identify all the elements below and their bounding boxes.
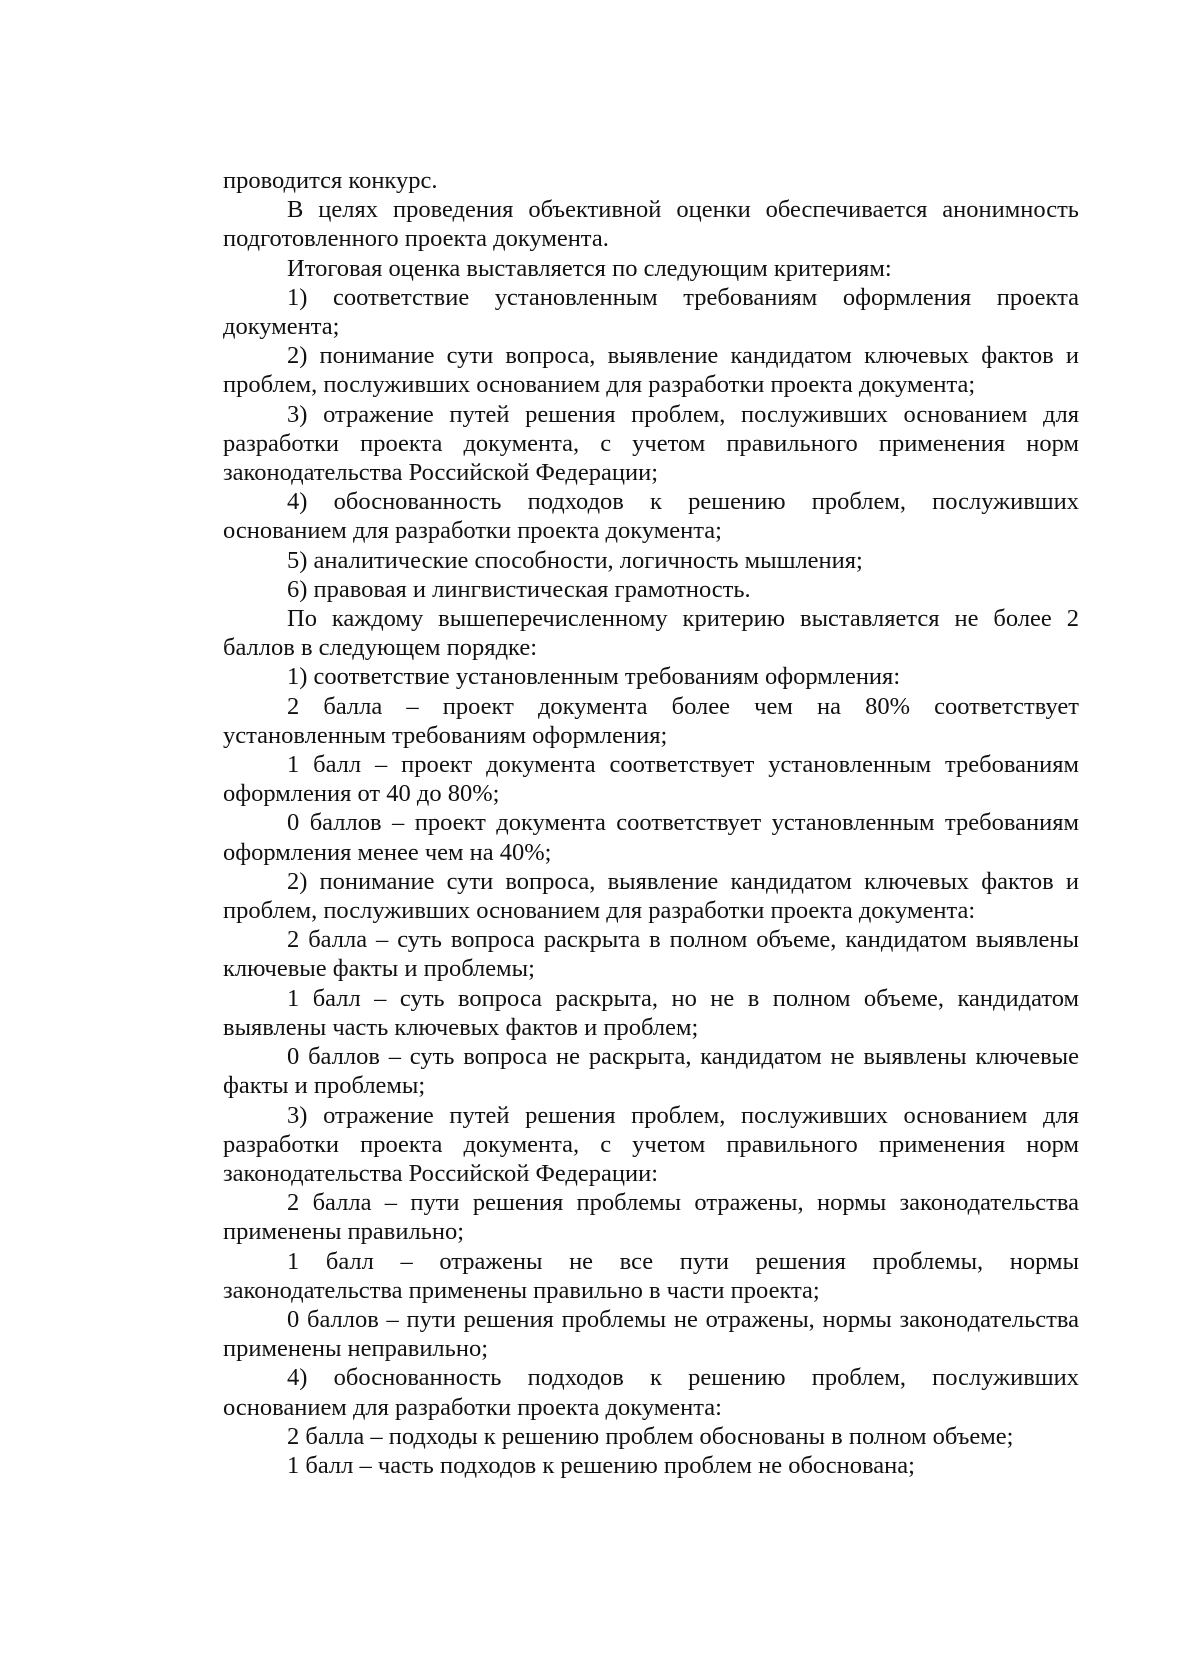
criterion-5: 5) аналитические способности, логичность мышления; — [287, 546, 863, 574]
criterion-4: 4) обоснованность подходов к решению проблем, послуживших основанием для разработки проекта документа; — [223, 488, 1079, 545]
criterion-1: 1) соответствие установленным требованиям оформления проекта документа; — [223, 283, 1079, 341]
paragraph-scoring-intro: По каждому вышеперечисленному критерию выставляется не более 2 баллов в следующем порядке: — [223, 605, 1079, 662]
scoring-criterion-3-score-0: 0 баллов – пути решения проблемы не отражены, нормы законодательства применены неправильно; — [223, 1305, 1079, 1363]
paragraph-criteria-intro: Итоговая оценка выставляется по следующим критериям: — [287, 254, 892, 282]
scoring-criterion-2-score-1: 1 балл – суть вопроса раскрыта, но не в полном объеме, кандидатом выявлены часть ключевых фактов и проблем; — [223, 984, 1079, 1041]
scoring-criterion-1-score-1: 1 балл – проект документа соответствует установленным требованиям оформления от 40 до 80%; — [223, 751, 1079, 808]
scoring-criterion-4-score-1: 1 балл – часть подходов к решению проблем не обоснована; — [287, 1451, 915, 1479]
criterion-6: 6) правовая и лингвистическая грамотность. — [287, 575, 751, 603]
scoring-criterion-2-score-0: 0 баллов – суть вопроса не раскрыта, кандидатом не выявлены ключевые факты и проблемы; — [223, 1043, 1079, 1100]
criterion-3: 3) отражение путей решения проблем, послуживших основанием для разработки проекта документа, с учетом правильного применения норм законодательства Российской Федерации; — [223, 400, 1079, 487]
scoring-criterion-3-score-2: 2 балла – пути решения проблемы отражены, нормы законодательства применены правильно; — [223, 1189, 1079, 1246]
scoring-criterion-1-heading: 1) соответствие установленным требованиям оформления: — [287, 663, 901, 691]
scoring-criterion-3-score-1: 1 балл – отражены не все пути решения проблемы, нормы законодательства применены правильно в части проекта; — [223, 1247, 1079, 1304]
scoring-criterion-4-heading: 4) обоснованность подходов к решению проблем, послуживших основанием для разработки проекта документа: — [223, 1364, 1079, 1421]
scoring-criterion-1-score-0: 0 баллов – проект документа соответствует установленным требованиям оформления менее чем на 40%; — [223, 809, 1079, 866]
scoring-criterion-2-heading: 2) понимание сути вопроса, выявление кандидатом ключевых фактов и проблем, послуживших основанием для разработки проекта документа: — [223, 867, 1079, 925]
scoring-criterion-2-score-2: 2 балла – суть вопроса раскрыта в полном объеме, кандидатом выявлены ключевые факты и проблемы; — [223, 926, 1079, 983]
criterion-2: 2) понимание сути вопроса, выявление кандидатом ключевых фактов и проблем, послуживших основанием для разработки проекта документа; — [223, 342, 1079, 399]
scoring-criterion-4-score-2: 2 балла – подходы к решению проблем обоснованы в полном объеме; — [287, 1422, 1014, 1450]
document-body — [223, 166, 1079, 1480]
paragraph-continuation: проводится конкурс. — [223, 167, 438, 194]
scoring-criterion-1-score-2: 2 балла – проект документа более чем на 80% соответствует установленным требованиям оформления; — [223, 692, 1079, 749]
scoring-criterion-3-heading: 3) отражение путей решения проблем, послуживших основанием для разработки проекта документа, с учетом правильного применения норм законодательства Российской Федерации: — [223, 1101, 1079, 1187]
paragraph-anonymity: В целях проведения объективной оценки обеспечивается анонимность подготовленного проекта документа. — [223, 196, 1079, 253]
